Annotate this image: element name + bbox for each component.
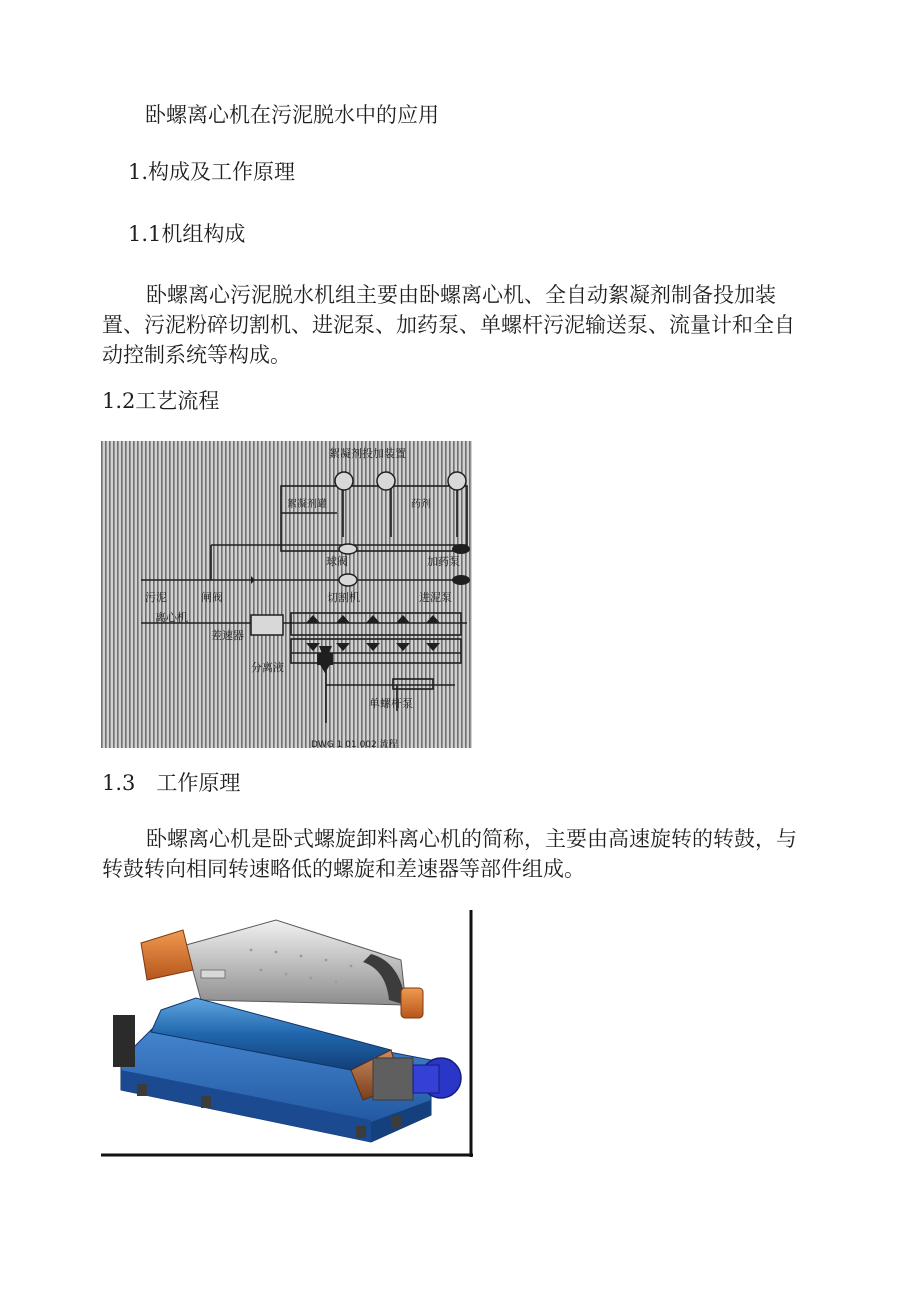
- page-title: 卧螺离心机在污泥脱水中的应用: [145, 103, 439, 127]
- paragraph-unit-composition: 卧螺离心污泥脱水机组主要由卧螺离心机、全自动絮凝剂制备投加装置、污泥粉碎切割机、进泥泵、加药泵、单螺杆污泥输送泵、流量计和全自动控制系统等构成。: [102, 283, 795, 367]
- flow-label-cutter: 切割机: [327, 591, 360, 604]
- section-heading-1-1: 1.1机组构成: [128, 222, 246, 246]
- flow-label-feed-pump: 进泥泵: [419, 591, 452, 604]
- flow-label-screw-pump: 单螺杆泵: [369, 697, 413, 710]
- flow-label-separator: 分离液: [251, 661, 284, 674]
- flow-label-footer: DWG 1 01 002 流程: [311, 740, 398, 748]
- flow-label-valve: 球阀: [326, 555, 348, 568]
- flow-label-top: 絮凝剂投加装置: [329, 447, 406, 460]
- flow-label-centrifuge: 离心机: [155, 611, 188, 624]
- flow-label-sludge: 污泥: [145, 591, 167, 604]
- section-heading-1: 1.构成及工作原理: [128, 160, 296, 184]
- section-heading-1-2: 1.2工艺流程: [102, 389, 220, 413]
- process-flow-diagram: [101, 441, 472, 748]
- flow-label-pump: 加药泵: [427, 555, 460, 568]
- flow-label-left-tank: 絮凝剂罐: [287, 499, 327, 510]
- section-heading-1-3: 1.3 工作原理: [102, 771, 241, 795]
- flow-label-bearing: 差速器: [211, 629, 244, 642]
- flow-label-gate-valve: 闸阀: [201, 591, 223, 604]
- centrifuge-machine-image: [101, 910, 473, 1157]
- flow-label-right-tank: 药剂: [411, 499, 431, 510]
- paragraph-working-principle: 卧螺离心机是卧式螺旋卸料离心机的简称，主要由高速旋转的转鼓，与转鼓转向相同转速略低的螺旋和差速器等部件组成。: [102, 827, 797, 881]
